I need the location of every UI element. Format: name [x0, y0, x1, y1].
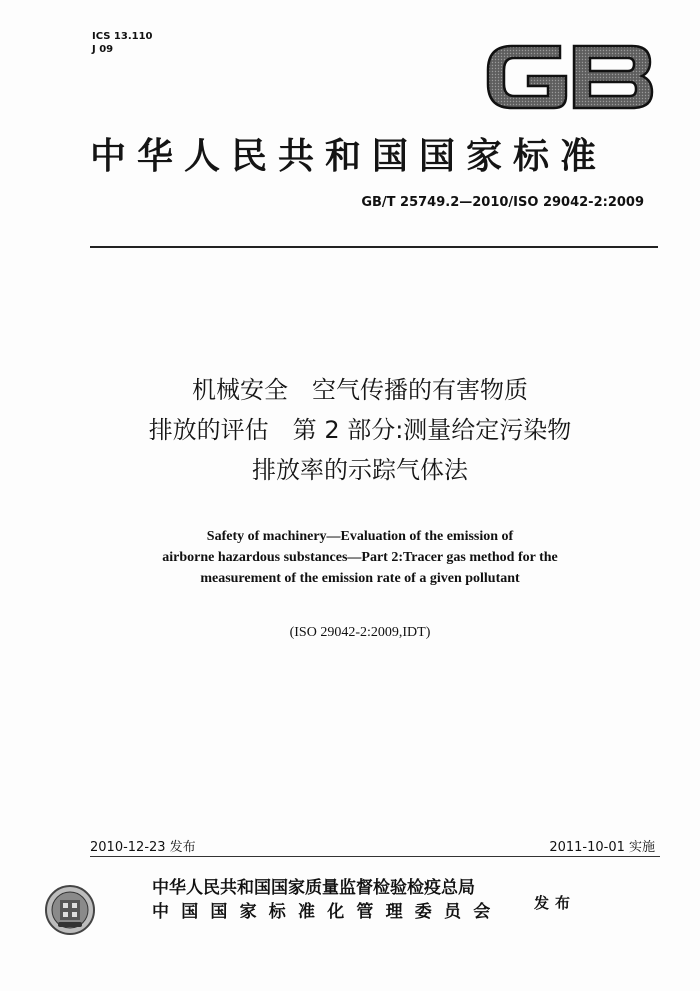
- implementation-date: 2011-10-01 实施: [549, 840, 655, 855]
- ccs-code: J 09: [92, 44, 114, 55]
- standard-number: GB/T 25749.2—2010/ISO 29042-2:2009: [361, 195, 644, 210]
- chinese-title-line-2: 排放的评估 第 2 部分:测量给定污染物: [148, 416, 572, 444]
- chinese-title-line-1: 机械安全 空气传播的有害物质: [192, 376, 528, 404]
- iso-equivalence: (ISO 29042-2:2009,IDT): [289, 625, 431, 640]
- issuer-aqsiq: 中华人民共和国国家质量监督检验检疫总局: [152, 878, 475, 898]
- issuing-authorities: [152, 876, 502, 924]
- footer-divider: [90, 856, 660, 857]
- national-standard-title: 中华人民共和国国家标准: [90, 135, 608, 177]
- english-title-line-2: airborne hazardous substances—Part 2:Tracer gas method for the: [162, 550, 558, 565]
- english-title-line-3: measurement of the emission rate of a given pollutant: [200, 571, 520, 586]
- publish-date: 2010-12-23 发布: [90, 840, 196, 855]
- anti-counterfeit-seal-icon: [44, 884, 96, 936]
- english-title: [60, 526, 660, 589]
- chinese-title-line-3: 排放率的示踪气体法: [252, 456, 468, 484]
- ics-code: ICS 13.110: [92, 31, 153, 42]
- issue-label: 发布: [534, 894, 577, 912]
- english-title-line-1: Safety of machinery—Evaluation of the emission of: [206, 529, 514, 544]
- chinese-title: [60, 370, 660, 490]
- header-divider: [90, 246, 658, 248]
- gb-logo: [482, 40, 658, 114]
- classification-codes: [92, 30, 153, 56]
- issuer-sac: 中国国家标准化管理委员会: [152, 902, 503, 922]
